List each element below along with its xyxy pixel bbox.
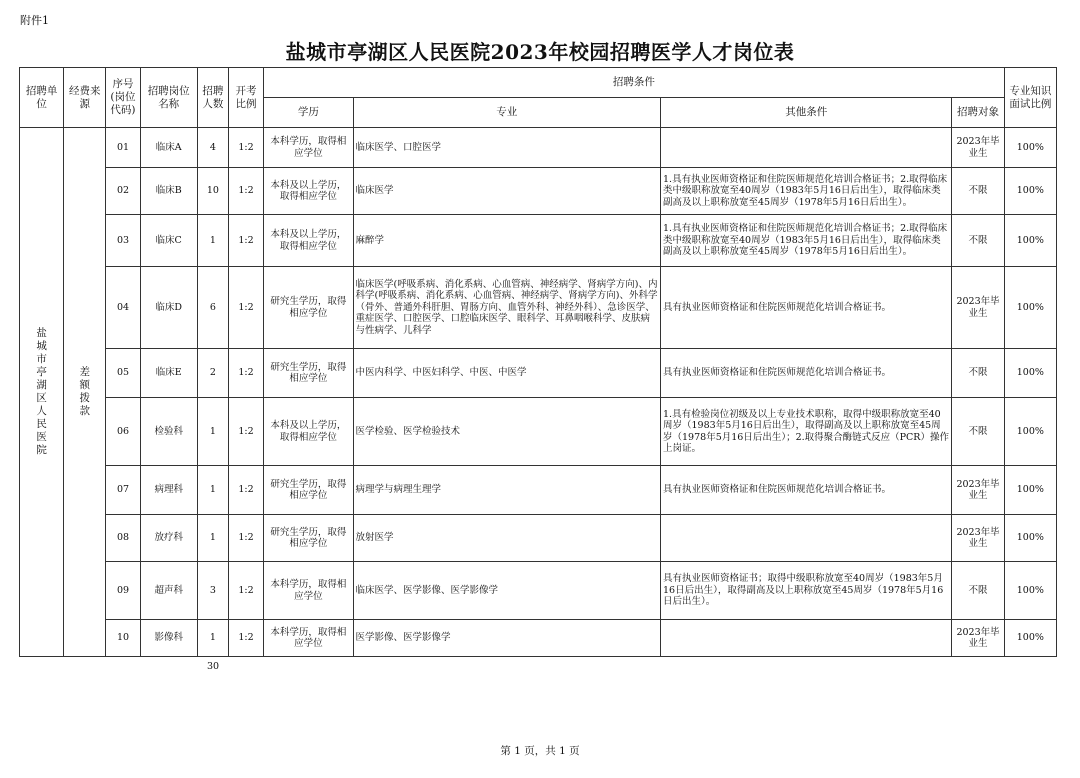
education-cell: 研究生学历，取得相应学位 [264, 267, 353, 349]
page-title: 盐城市亭湖区人民医院2023年校园招聘医学人才岗位表 [285, 40, 795, 64]
header-other: 其他条件 [661, 98, 952, 128]
target-cell: 2023年毕业生 [952, 466, 1004, 515]
position-cell: 超声科 [140, 562, 197, 620]
major-cell: 病理学与病理生理学 [353, 466, 660, 515]
total-count: 30 [207, 661, 220, 672]
interview-cell: 100% [1004, 466, 1056, 515]
code-cell: 10 [106, 620, 140, 657]
education-cell: 研究生学历，取得相应学位 [264, 515, 353, 562]
ratio-cell: 1:2 [228, 215, 263, 267]
other-cell: 具有执业医师资格证和住院医师规范化培训合格证书。 [661, 466, 952, 515]
header-education: 学历 [264, 98, 353, 128]
other-cell: 具有执业医师资格证和住院医师规范化培训合格证书。 [661, 267, 952, 349]
table-row [20, 215, 1057, 267]
count-cell: 1 [197, 515, 228, 562]
table-row [20, 267, 1057, 349]
education-cell: 本科及以上学历，取得相应学位 [264, 398, 353, 466]
code-cell: 09 [106, 562, 140, 620]
table-row [20, 620, 1057, 657]
other-cell: 具有执业医师资格证和住院医师规范化培训合格证书。 [661, 349, 952, 398]
attachment-label: 附件1 [20, 14, 49, 27]
count-cell: 1 [197, 620, 228, 657]
major-cell: 麻醉学 [353, 215, 660, 267]
position-cell: 临床E [140, 349, 197, 398]
header-unit: 招聘单位 [20, 68, 64, 128]
other-cell: 1.具有检验岗位初级及以上专业技术职称，取得中级职称放宽至40周岁（1983年5月16日后出生），取得副高及以上职称放宽至45周岁（1978年5月16日后出生）；2.取得聚合酶链式反应（PCR）操作上岗证。 [661, 398, 952, 466]
header-funding: 经费来源 [64, 68, 106, 128]
count-cell: 10 [197, 168, 228, 215]
page-footer: 第 1 页，共 1 页 [500, 745, 580, 757]
target-cell: 2023年毕业生 [952, 267, 1004, 349]
header-major: 专业 [353, 98, 660, 128]
ratio-cell: 1:2 [228, 398, 263, 466]
table-row [20, 466, 1057, 515]
major-cell: 放射医学 [353, 515, 660, 562]
target-cell: 不限 [952, 398, 1004, 466]
position-cell: 临床A [140, 128, 197, 168]
position-cell: 病理科 [140, 466, 197, 515]
other-cell [661, 128, 952, 168]
education-cell: 本科学历，取得相应学位 [264, 562, 353, 620]
major-cell: 临床医学 [353, 168, 660, 215]
position-cell: 临床C [140, 215, 197, 267]
major-cell: 临床医学(呼吸系病、消化系病、心血管病、神经病学、肾病学方向)、内科学(呼吸系病、消化系病、心血管病、神经病学、肾病学方向)、外科学（骨外、普通外科肝胆、胃肠方向、血管外科、神经外科）、急诊医学、重症医学、口腔医学、口腔临床医学、眼科学、耳鼻咽喉科学、皮肤病与性病学、儿科学 [353, 267, 660, 349]
code-cell: 05 [106, 349, 140, 398]
education-cell: 本科学历，取得相应学位 [264, 620, 353, 657]
table-row [20, 349, 1057, 398]
ratio-cell: 1:2 [228, 620, 263, 657]
interview-cell: 100% [1004, 398, 1056, 466]
interview-cell: 100% [1004, 128, 1056, 168]
unit-cell: 盐 城 市 亭 湖 区 人 民 医 院 [20, 128, 64, 657]
interview-cell: 100% [1004, 215, 1056, 267]
ratio-cell: 1:2 [228, 515, 263, 562]
position-cell: 临床D [140, 267, 197, 349]
target-cell: 2023年毕业生 [952, 515, 1004, 562]
code-cell: 01 [106, 128, 140, 168]
table-row [20, 168, 1057, 215]
position-cell: 检验科 [140, 398, 197, 466]
target-cell: 不限 [952, 562, 1004, 620]
count-cell: 1 [197, 466, 228, 515]
education-cell: 本科及以上学历，取得相应学位 [264, 215, 353, 267]
header-interview: 专业知识面试比例 [1004, 68, 1056, 128]
code-cell: 08 [106, 515, 140, 562]
table-row [20, 515, 1057, 562]
interview-cell: 100% [1004, 267, 1056, 349]
interview-cell: 100% [1004, 620, 1056, 657]
table-row [20, 562, 1057, 620]
ratio-cell: 1:2 [228, 349, 263, 398]
count-cell: 2 [197, 349, 228, 398]
education-cell: 研究生学历，取得相应学位 [264, 466, 353, 515]
major-cell: 临床医学、口腔医学 [353, 128, 660, 168]
target-cell: 不限 [952, 349, 1004, 398]
ratio-cell: 1:2 [228, 562, 263, 620]
interview-cell: 100% [1004, 515, 1056, 562]
target-cell: 不限 [952, 215, 1004, 267]
position-table [19, 67, 1057, 657]
header-target: 招聘对象 [952, 98, 1004, 128]
other-cell: 1.具有执业医师资格证和住院医师规范化培训合格证书；2.取得临床类中级职称放宽至40周岁（1983年5月16日后出生），取得临床类副高及以上职称放宽至45周岁（1978年5月16日后出生）。 [661, 215, 952, 267]
header-position: 招聘岗位名称 [140, 68, 197, 128]
position-cell: 影像科 [140, 620, 197, 657]
header-conditions: 招聘条件 [264, 68, 1005, 98]
count-cell: 1 [197, 215, 228, 267]
ratio-cell: 1:2 [228, 128, 263, 168]
target-cell: 不限 [952, 168, 1004, 215]
interview-cell: 100% [1004, 562, 1056, 620]
code-cell: 02 [106, 168, 140, 215]
code-cell: 06 [106, 398, 140, 466]
position-cell: 放疗科 [140, 515, 197, 562]
header-count: 招聘人数 [197, 68, 228, 128]
target-cell: 2023年毕业生 [952, 128, 1004, 168]
interview-cell: 100% [1004, 168, 1056, 215]
count-cell: 3 [197, 562, 228, 620]
position-cell: 临床B [140, 168, 197, 215]
education-cell: 研究生学历，取得相应学位 [264, 349, 353, 398]
other-cell [661, 515, 952, 562]
code-cell: 03 [106, 215, 140, 267]
code-cell: 04 [106, 267, 140, 349]
count-cell: 1 [197, 398, 228, 466]
major-cell: 医学影像、医学影像学 [353, 620, 660, 657]
education-cell: 本科学历，取得相应学位 [264, 128, 353, 168]
funding-cell: 差 额 拨 款 [64, 128, 106, 657]
other-cell [661, 620, 952, 657]
code-cell: 07 [106, 466, 140, 515]
major-cell: 中医内科学、中医妇科学、中医、中医学 [353, 349, 660, 398]
header-seq: 序号(岗位代码) [106, 68, 140, 128]
other-cell: 1.具有执业医师资格证和住院医师规范化培训合格证书；2.取得临床类中级职称放宽至40周岁（1983年5月16日后出生），取得临床类副高及以上职称放宽至45周岁（1978年5月16日后出生）。 [661, 168, 952, 215]
header-ratio: 开考比例 [228, 68, 263, 128]
major-cell: 临床医学、医学影像、医学影像学 [353, 562, 660, 620]
header-row-1 [20, 68, 1057, 98]
major-cell: 医学检验、医学检验技术 [353, 398, 660, 466]
table-row [20, 398, 1057, 466]
ratio-cell: 1:2 [228, 267, 263, 349]
ratio-cell: 1:2 [228, 466, 263, 515]
education-cell: 本科及以上学历，取得相应学位 [264, 168, 353, 215]
interview-cell: 100% [1004, 349, 1056, 398]
ratio-cell: 1:2 [228, 168, 263, 215]
target-cell: 2023年毕业生 [952, 620, 1004, 657]
count-cell: 6 [197, 267, 228, 349]
table-row [20, 128, 1057, 168]
count-cell: 4 [197, 128, 228, 168]
other-cell: 具有执业医师资格证书；取得中级职称放宽至40周岁（1983年5月16日后出生），取得副高及以上职称放宽至45周岁（1978年5月16日后出生）。 [661, 562, 952, 620]
